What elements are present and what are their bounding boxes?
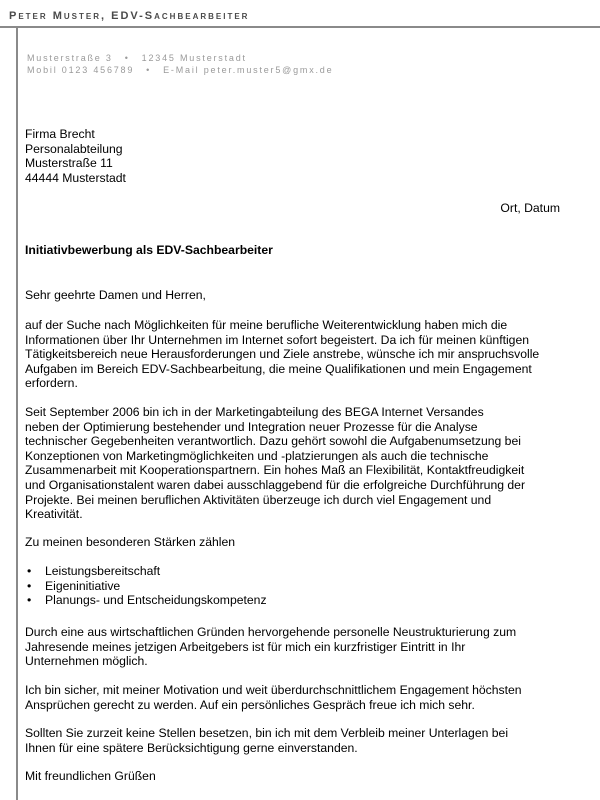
paragraph-line: Tätigkeitsbereich neue Herausforderungen und Ziele anstrebe, wünsche ich mir anspruchsvolle xyxy=(25,347,540,362)
paragraph-line: Ansprüchen gerecht zu werden. Auf ein persönliches Gespräch freue ich mich sehr. xyxy=(25,697,475,712)
closing-phrase: Mit freundlichen Grüßen xyxy=(25,769,156,783)
paragraph-line: Sollten Sie zurzeit keine Stellen besetzen, bin ich mit dem Verbleib meiner Unterlagen bei xyxy=(25,726,509,740)
bullet-icon: • xyxy=(27,564,32,578)
paragraph-line: Informationen über Ihr Unternehmen im Internet sofort begeistert. Da ich für meinen künftigen xyxy=(25,332,530,347)
strengths-intro: Zu meinen besonderen Stärken zählen xyxy=(25,535,236,549)
strength-label: Leistungsbereitschaft xyxy=(45,564,161,578)
sender-city: 12345 Musterstadt xyxy=(141,53,247,63)
sender-contact xyxy=(27,52,333,76)
paragraph-confidence xyxy=(25,683,565,712)
margin-rule xyxy=(16,26,18,800)
paragraph-line: Ihnen für eine spätere Berücksichtigung gerne einverstanden. xyxy=(25,740,358,755)
contact-separator: • xyxy=(124,53,130,63)
sender-name-title: Peter Muster, EDV-Sachbearbeiter xyxy=(9,10,250,22)
paragraph-line: Durch eine aus wirtschaftlichen Gründen hervorgehende personelle Neustrukturierung zum xyxy=(25,625,517,639)
strengths-list xyxy=(25,564,267,608)
paragraph-motivation xyxy=(25,318,565,391)
contact-separator: • xyxy=(146,65,152,75)
bullet-icon: • xyxy=(27,593,32,608)
recipient-line: Musterstraße 11 xyxy=(25,156,113,171)
bullet-icon: • xyxy=(27,578,32,593)
paragraph-availability xyxy=(25,625,565,669)
list-item xyxy=(25,564,267,579)
sender-mobile: Mobil 0123 456789 xyxy=(27,65,135,75)
list-item xyxy=(25,579,267,594)
paragraph-documents xyxy=(25,726,565,755)
paragraph-line: erfordern. xyxy=(25,376,78,391)
paragraph-line: Unternehmen möglich. xyxy=(25,654,148,669)
letter-subject: Initiativbewerbung als EDV-Sachbearbeiter xyxy=(25,243,273,257)
paragraph-line: Kreativität. xyxy=(25,507,83,522)
contact-line-address xyxy=(27,52,333,64)
recipient-line: Personalabteilung xyxy=(25,141,123,156)
contact-line-phone-email xyxy=(27,64,333,76)
recipient-line: 44444 Musterstadt xyxy=(25,170,126,185)
paragraph-line: Ich bin sicher, mit meiner Motivation und weit überdurchschnittlichem Engagement höchsten xyxy=(25,683,522,697)
paragraph-line: und Organisationstalent waren dabei ausschlaggebend für die erfolgreiche Durchführung der xyxy=(25,477,526,492)
salutation: Sehr geehrte Damen und Herren, xyxy=(25,288,206,302)
sender-email: E-Mail peter.muster5@gmx.de xyxy=(163,65,334,75)
strength-label: Planungs- und Entscheidungskompetenz xyxy=(45,593,267,608)
paragraph-line: Aufgaben im Bereich EDV-Sachbearbeitung, die meine Qualifikationen und mein Engagement xyxy=(25,361,532,376)
sender-street: Musterstraße 3 xyxy=(27,53,113,63)
paragraph-line: Seit September 2006 bin ich in der Marketingabteilung des BEGA Internet Versandes xyxy=(25,405,484,419)
paragraph-line: Projekte. Bei meinen beruflichen Aktivitäten überzeuge ich durch viel Engagement und xyxy=(25,492,492,507)
paragraph-line: Zusammenarbeit mit Kooperationspartnern. Ein hohes Maß an Flexibilität, Kontaktfreudigkeit xyxy=(25,463,525,478)
header-rule xyxy=(0,26,600,28)
recipient-line: Firma Brecht xyxy=(25,127,95,141)
paragraph-line: Jahresende meines jetzigen Arbeitgebers ist für mich ein kurzfristiger Eintritt in Ihr xyxy=(25,639,466,654)
strength-label: Eigeninitiative xyxy=(45,578,121,593)
paragraph-experience xyxy=(25,405,565,522)
paragraph-line: neben der Optimierung bestehender und Integration neuer Prozesse für die Analyse xyxy=(25,419,478,434)
paragraph-line: Konzeptionen von Marketingmöglichkeiten und -platzierungen als auch die technische xyxy=(25,448,489,463)
paragraph-line: technischer Gegebenheiten verantwortlich. Dazu gehört sowohl die Aufgabenumsetzung bei xyxy=(25,434,521,449)
list-item xyxy=(25,593,267,608)
recipient-address xyxy=(25,127,565,185)
paragraph-line: auf der Suche nach Möglichkeiten für meine berufliche Weiterentwicklung haben mich die xyxy=(25,318,508,332)
place-date: Ort, Datum xyxy=(500,201,560,215)
